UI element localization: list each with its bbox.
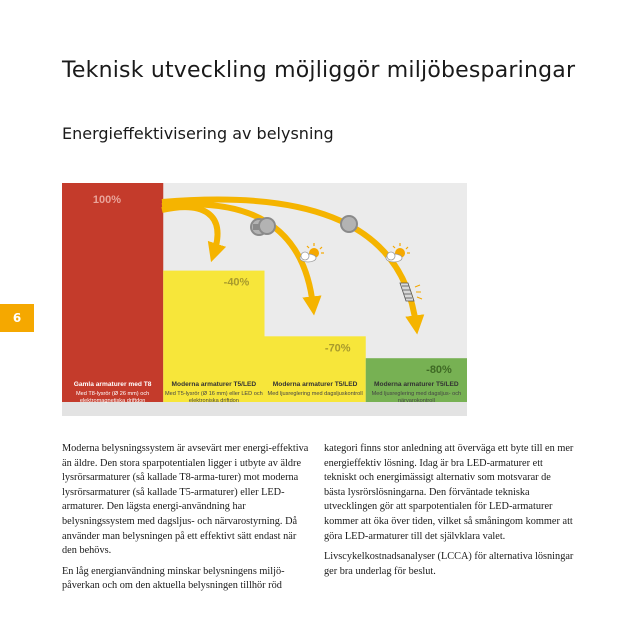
body-paragraph: kategori finns stor anledning att överväga ett byte till en mer energieffektiv lösning. Idag är bra LED-armaturer ett tekniskt och energimässigt alternativ som motsvarar de bästa lysrörslösningarna. Den förväntade tekniska utvecklingen gör att sparpotentialen för LED-armaturer kommer att öka över tiden, vilket så småningom kommer att göra LED-armaturer till det självklara valet. — [324, 443, 574, 542]
category-description: Med T8-lysrör (Ø 26 mm) och elektromagnetiska driftdon — [75, 391, 150, 404]
category-label: Moderna armaturer T5/LED — [272, 381, 358, 388]
category-label: Moderna armaturer T5/LED — [171, 381, 257, 388]
toggle-icon — [258, 217, 276, 235]
page-number: 6 — [0, 304, 34, 332]
page-title: Teknisk utveckling möjliggör miljöbesparingar — [62, 58, 576, 83]
body-paragraph: Moderna belysningssystem är avsevärt mer energi-effektiva än äldre. Den stora sparpotentialen ligger i utbyte av äldre lysrörsarmaturer (så kallade T8-arma-turer) mot moderna lysrörsarmaturer (så kallade T5-armaturer) eller LED-armaturer. Den lägsta energi-användning har belysningssystem med dagsljus- och närvarostyrning. Då använder man belysningen på ett effektivt sätt endast när den behövs. — [62, 443, 309, 557]
body-paragraph: En låg energianvändning minskar belysningens miljö-påverkan och om den aktuella belysningen tillhör röd — [62, 565, 285, 592]
category-description: Med ljusreglering med dagsljuskontroll — [267, 391, 363, 397]
toggle-icon — [340, 215, 358, 233]
body-paragraph: Livscykelkostnadsanalyser (LCCA) för alternativa lösningar ger bra underlag för beslut. — [324, 551, 574, 577]
body-column-left — [62, 442, 312, 600]
page-subtitle: Energieffektivisering av belysning — [62, 124, 334, 143]
bar-value-label: -80% — [426, 364, 452, 377]
savings-chart — [62, 183, 467, 416]
category-label: Moderna armaturer T5/LED — [374, 381, 459, 388]
bar-value-label: -40% — [223, 276, 250, 289]
category-label: Gamla armaturer med T8 — [73, 381, 152, 388]
bar-value-label: -70% — [324, 342, 351, 355]
category-description: Med T5-lysrör (Ø 16 mm) eller LED och elektroniska driftdon — [164, 391, 263, 404]
body-column-right — [324, 442, 574, 585]
category-description: Med ljusreglering med dagsljus- och närvarokontroll — [371, 391, 462, 404]
bar-1 — [62, 183, 163, 402]
bar-value-label: 100% — [92, 194, 122, 206]
